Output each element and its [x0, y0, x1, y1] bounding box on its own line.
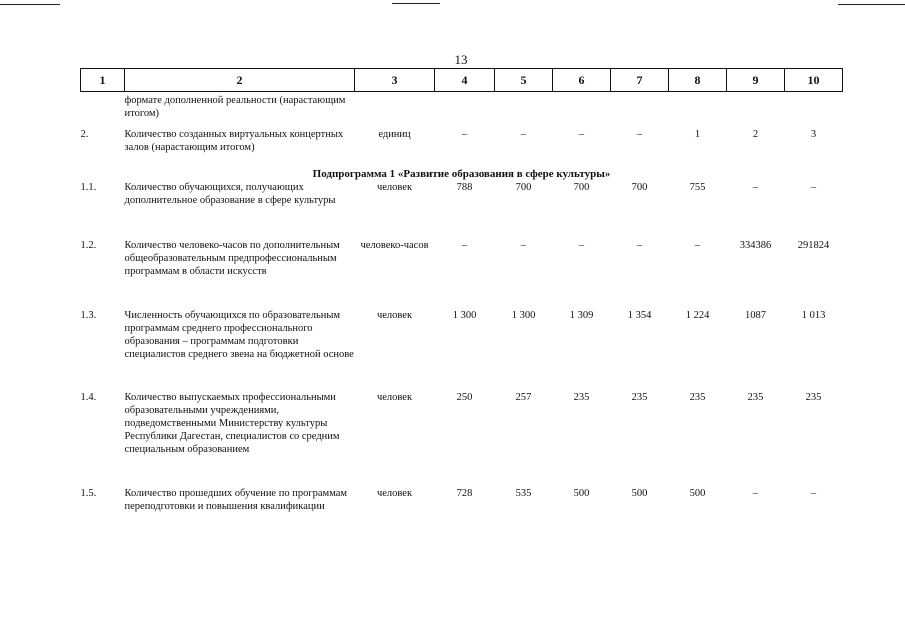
- row-number: 1.4.: [80, 392, 97, 403]
- header-cell-9: 9: [727, 69, 785, 92]
- row-value: –: [752, 182, 759, 193]
- row-value: 500: [631, 488, 648, 499]
- row-value: 1 013: [801, 310, 826, 321]
- header-row: [81, 69, 843, 92]
- table-row: [81, 487, 843, 537]
- row-name: формате дополненной реальности (нарастающим итогом): [124, 95, 346, 119]
- row-number: 2.: [80, 129, 89, 140]
- row-value: 535: [515, 488, 532, 499]
- row-value: –: [636, 240, 643, 251]
- row-value: –: [636, 129, 643, 140]
- table-row: [81, 239, 843, 309]
- row-value: –: [752, 488, 759, 499]
- header-cell-7: 7: [611, 69, 669, 92]
- row-value: 1 354: [627, 310, 652, 321]
- row-value: 235: [689, 392, 706, 403]
- row-value: 2: [752, 129, 759, 140]
- indicators-table: [80, 68, 843, 537]
- row-value: 257: [515, 392, 532, 403]
- row-value: 334386: [739, 240, 772, 251]
- row-value: 500: [573, 488, 590, 499]
- row-number: 1.3.: [80, 310, 97, 321]
- row-name: Количество прошедших обучение по программам переподготовки и повышения квалификации: [124, 488, 348, 512]
- row-name: Численность обучающихся по образовательным программам среднего профессионального образования – программам подготовки специалистов среднего звена на бюджетной основе: [124, 310, 354, 360]
- row-unit: человек: [376, 310, 413, 321]
- row-value: –: [520, 240, 527, 251]
- row-name: Количество обучающихся, получающих дополнительное образование в сфере культуры: [124, 182, 336, 206]
- header-cell-5: 5: [495, 69, 553, 92]
- section-row: [81, 168, 843, 181]
- row-value: –: [694, 240, 701, 251]
- row-value: 700: [631, 182, 648, 193]
- table-row-continuation: [81, 92, 843, 129]
- row-value: 788: [456, 182, 473, 193]
- row-name: Количество выпускаемых профессиональными образовательными учреждениями, подведомственными Министерству культуры Республики Дагестан, специалистов со средним специальным образованием: [124, 392, 340, 455]
- header-cell-10: 10: [785, 69, 843, 92]
- row-unit: человек: [376, 488, 413, 499]
- table-row: [81, 309, 843, 391]
- row-value: 250: [456, 392, 473, 403]
- row-value: 1 309: [569, 310, 594, 321]
- header-cell-6: 6: [553, 69, 611, 92]
- row-value: 1087: [745, 310, 766, 321]
- row-value: 235: [631, 392, 648, 403]
- row-name: Количество человеко-часов по дополнительным общеобразовательным предпрофессиональным программам в области искусств: [124, 240, 340, 277]
- page-number: 13: [454, 52, 468, 67]
- row-value: 500: [689, 488, 706, 499]
- row-number: 1.2.: [80, 240, 97, 251]
- row-number: 1.5.: [80, 488, 97, 499]
- scan-line-top-right: [838, 4, 905, 5]
- section-title: Подпрограмма 1 «Развитие образования в сфере культуры»: [312, 168, 611, 180]
- header-cell-4: 4: [435, 69, 495, 92]
- scan-line-top-center: [392, 3, 440, 4]
- table-row: [81, 128, 843, 168]
- row-unit: единиц: [378, 129, 411, 140]
- row-unit: человек: [376, 392, 413, 403]
- row-value: –: [578, 129, 585, 140]
- row-value: –: [810, 488, 817, 499]
- row-value: –: [578, 240, 585, 251]
- row-name: Количество созданных виртуальных концертных залов (нарастающим итогом): [124, 129, 344, 153]
- row-value: 700: [515, 182, 532, 193]
- row-value: 3: [810, 129, 817, 140]
- row-value: 1 300: [511, 310, 536, 321]
- row-value: 1 224: [685, 310, 710, 321]
- row-value: 235: [747, 392, 764, 403]
- row-value: 1 300: [452, 310, 477, 321]
- row-value: –: [520, 129, 527, 140]
- row-value: –: [461, 129, 468, 140]
- table-row: [81, 181, 843, 239]
- table-row: [81, 391, 843, 487]
- row-value: 755: [689, 182, 706, 193]
- row-value: 1: [694, 129, 701, 140]
- row-unit: человек: [376, 182, 413, 193]
- scan-line-top-left: [0, 4, 60, 5]
- row-value: 235: [573, 392, 590, 403]
- header-cell-3: 3: [355, 69, 435, 92]
- header-cell-8: 8: [669, 69, 727, 92]
- row-unit: человеко-часов: [360, 240, 429, 251]
- row-value: –: [461, 240, 468, 251]
- row-value: 728: [456, 488, 473, 499]
- header-cell-2: 2: [125, 69, 355, 92]
- row-value: 700: [573, 182, 590, 193]
- row-value: –: [810, 182, 817, 193]
- row-value: 291824: [797, 240, 830, 251]
- header-cell-1: 1: [81, 69, 125, 92]
- row-value: 235: [805, 392, 822, 403]
- row-number: 1.1.: [80, 182, 97, 193]
